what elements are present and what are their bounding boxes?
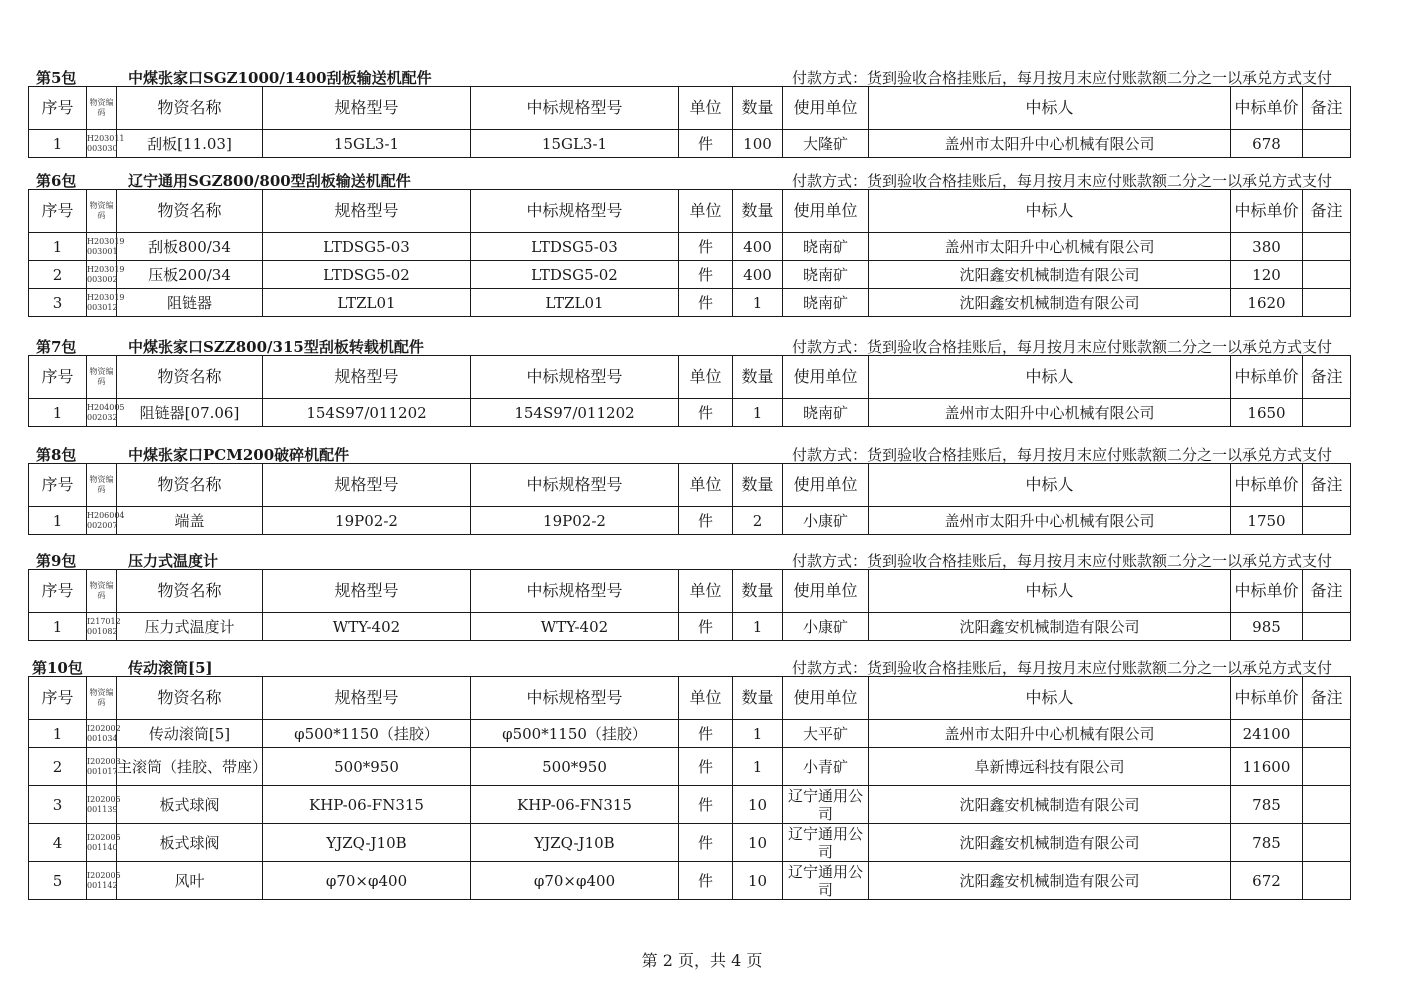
note-cell: [1303, 862, 1351, 900]
price-cell: 24100: [1231, 720, 1303, 748]
material-cell: 阻链器[07.06]: [117, 399, 263, 427]
unit-cell: 件: [679, 613, 733, 641]
note-cell: [1303, 613, 1351, 641]
col-spec-header: 规格型号: [263, 677, 471, 720]
winner-cell: 沈阳鑫安机械制造有限公司: [869, 289, 1231, 317]
qty-cell: 1: [733, 748, 783, 786]
package-number: 第8包: [36, 446, 77, 464]
qty-cell: 100: [733, 130, 783, 158]
package-name: 中煤张家口PCM200破碎机配件: [128, 446, 350, 464]
bid-spec-cell: LTZL01: [471, 289, 679, 317]
col-unit-header: 单位: [679, 190, 733, 233]
unit-cell: 件: [679, 862, 733, 900]
col-qty-header: 数量: [733, 464, 783, 507]
col-spec-header: 规格型号: [263, 190, 471, 233]
bid-spec-cell: 19P02-2: [471, 507, 679, 535]
col-note-header: 备注: [1303, 87, 1351, 130]
col-bid-spec-header: 中标规格型号: [471, 356, 679, 399]
bid-spec-cell: φ500*1150（挂胶）: [471, 720, 679, 748]
spec-cell: 15GL3-1: [263, 130, 471, 158]
qty-cell: 1: [733, 720, 783, 748]
col-unit-header: 单位: [679, 464, 733, 507]
col-seq-header: 序号: [29, 464, 87, 507]
material-cell: 端盖: [117, 507, 263, 535]
winner-cell: 沈阳鑫安机械制造有限公司: [869, 824, 1231, 862]
spec-cell: φ70×φ400: [263, 862, 471, 900]
user-unit-cell: 小康矿: [783, 507, 869, 535]
package-name: 辽宁通用SGZ800/800型刮板输送机配件: [128, 172, 411, 190]
price-cell: 1650: [1231, 399, 1303, 427]
bid-spec-cell: φ70×φ400: [471, 862, 679, 900]
note-cell: [1303, 261, 1351, 289]
price-cell: 1620: [1231, 289, 1303, 317]
package-table: [28, 86, 1351, 158]
col-code-header: 物资编码: [87, 464, 117, 507]
material-cell: 板式球阀: [117, 786, 263, 824]
note-cell: [1303, 399, 1351, 427]
material-cell: 传动滚筒[5]: [117, 720, 263, 748]
winner-cell: 盖州市太阳升中心机械有限公司: [869, 233, 1231, 261]
col-seq-header: 序号: [29, 190, 87, 233]
seq-cell: 1: [29, 130, 87, 158]
user-unit-cell: 小青矿: [783, 748, 869, 786]
package-section: [28, 443, 1350, 535]
material-cell: 压板200/34: [117, 261, 263, 289]
note-cell: [1303, 130, 1351, 158]
code-cell: H204005 002032: [87, 399, 117, 427]
qty-cell: 10: [733, 824, 783, 862]
winner-cell: 沈阳鑫安机械制造有限公司: [869, 862, 1231, 900]
qty-cell: 1: [733, 613, 783, 641]
winner-cell: 沈阳鑫安机械制造有限公司: [869, 786, 1231, 824]
page-footer: 第 2 页，共 4 页: [641, 951, 763, 970]
seq-cell: 1: [29, 399, 87, 427]
package-number: 第9包: [36, 552, 77, 570]
qty-cell: 1: [733, 399, 783, 427]
user-unit-cell: 辽宁通用公司: [783, 824, 869, 862]
col-qty-header: 数量: [733, 677, 783, 720]
col-code-header: 物资编码: [87, 677, 117, 720]
col-seq-header: 序号: [29, 356, 87, 399]
package-name: 中煤张家口SGZ1000/1400刮板输送机配件: [128, 69, 432, 87]
table-row: [29, 289, 1351, 317]
seq-cell: 3: [29, 786, 87, 824]
col-bid-spec-header: 中标规格型号: [471, 464, 679, 507]
table-row: [29, 786, 1351, 824]
payment-terms: 付款方式：货到验收合格挂账后，每月按月末应付账款额二分之一以承兑方式支付: [791, 446, 1332, 464]
qty-cell: 10: [733, 862, 783, 900]
col-bid-spec-header: 中标规格型号: [471, 677, 679, 720]
package-section: [28, 335, 1350, 427]
bid-spec-cell: LTDSG5-02: [471, 261, 679, 289]
user-unit-cell: 辽宁通用公司: [783, 786, 869, 824]
code-cell: H203019 003001: [87, 233, 117, 261]
col-code-header: 物资编码: [87, 190, 117, 233]
seq-cell: 1: [29, 507, 87, 535]
unit-cell: 件: [679, 507, 733, 535]
col-note-header: 备注: [1303, 677, 1351, 720]
winner-cell: 沈阳鑫安机械制造有限公司: [869, 261, 1231, 289]
col-winner-header: 中标人: [869, 677, 1231, 720]
seq-cell: 3: [29, 289, 87, 317]
package-section: [28, 169, 1350, 317]
note-cell: [1303, 786, 1351, 824]
bid-spec-cell: 154S97/011202: [471, 399, 679, 427]
col-material-header: 物资名称: [117, 87, 263, 130]
col-note-header: 备注: [1303, 570, 1351, 613]
spec-cell: YJZQ-J10B: [263, 824, 471, 862]
code-cell: I202003 001017: [87, 748, 117, 786]
col-code-header: 物资编码: [87, 356, 117, 399]
unit-cell: 件: [679, 786, 733, 824]
seq-cell: 2: [29, 261, 87, 289]
code-cell: I202005 001142: [87, 862, 117, 900]
col-price-header: 中标单价: [1231, 677, 1303, 720]
package-header: [28, 549, 1350, 569]
col-price-header: 中标单价: [1231, 570, 1303, 613]
seq-cell: 1: [29, 233, 87, 261]
bid-spec-cell: LTDSG5-03: [471, 233, 679, 261]
seq-cell: 5: [29, 862, 87, 900]
seq-cell: 2: [29, 748, 87, 786]
code-cell: H206004 002007: [87, 507, 117, 535]
col-bid-spec-header: 中标规格型号: [471, 87, 679, 130]
col-winner-header: 中标人: [869, 356, 1231, 399]
user-unit-cell: 大平矿: [783, 720, 869, 748]
col-price-header: 中标单价: [1231, 190, 1303, 233]
col-material-header: 物资名称: [117, 677, 263, 720]
col-qty-header: 数量: [733, 87, 783, 130]
spec-cell: LTDSG5-02: [263, 261, 471, 289]
winner-cell: 盖州市太阳升中心机械有限公司: [869, 720, 1231, 748]
col-unit-header: 单位: [679, 677, 733, 720]
material-cell: 刮板800/34: [117, 233, 263, 261]
spec-cell: WTY-402: [263, 613, 471, 641]
col-seq-header: 序号: [29, 570, 87, 613]
package-name: 压力式温度计: [128, 552, 219, 570]
col-price-header: 中标单价: [1231, 464, 1303, 507]
note-cell: [1303, 233, 1351, 261]
note-cell: [1303, 748, 1351, 786]
table-header-row: [29, 190, 1351, 233]
package-table: [28, 569, 1351, 641]
qty-cell: 10: [733, 786, 783, 824]
winner-cell: 盖州市太阳升中心机械有限公司: [869, 399, 1231, 427]
table-header-row: [29, 570, 1351, 613]
col-qty-header: 数量: [733, 190, 783, 233]
package-header: [28, 66, 1350, 86]
col-bid-spec-header: 中标规格型号: [471, 190, 679, 233]
package-section: [28, 66, 1350, 158]
note-cell: [1303, 720, 1351, 748]
code-cell: I202002 001034: [87, 720, 117, 748]
col-winner-header: 中标人: [869, 190, 1231, 233]
payment-terms: 付款方式：货到验收合格挂账后，每月按月末应付账款额二分之一以承兑方式支付: [791, 69, 1332, 87]
material-cell: 主滚筒（挂胶、带座）: [117, 748, 263, 786]
col-note-header: 备注: [1303, 190, 1351, 233]
material-cell: 压力式温度计: [117, 613, 263, 641]
col-winner-header: 中标人: [869, 464, 1231, 507]
price-cell: 985: [1231, 613, 1303, 641]
code-cell: H203019 003012: [87, 289, 117, 317]
table-header-row: [29, 87, 1351, 130]
note-cell: [1303, 289, 1351, 317]
table-row: [29, 261, 1351, 289]
unit-cell: 件: [679, 130, 733, 158]
package-header: [28, 443, 1350, 463]
spec-cell: LTZL01: [263, 289, 471, 317]
code-cell: I217012 001082: [87, 613, 117, 641]
package-header: [28, 335, 1350, 355]
unit-cell: 件: [679, 748, 733, 786]
winner-cell: 阜新博远科技有限公司: [869, 748, 1231, 786]
unit-cell: 件: [679, 720, 733, 748]
qty-cell: 1: [733, 289, 783, 317]
package-name: 传动滚筒[5]: [128, 659, 213, 677]
col-user-header: 使用单位: [783, 677, 869, 720]
package-number: 第7包: [36, 338, 77, 356]
price-cell: 11600: [1231, 748, 1303, 786]
price-cell: 380: [1231, 233, 1303, 261]
code-cell: H203019 003002: [87, 261, 117, 289]
col-seq-header: 序号: [29, 87, 87, 130]
col-note-header: 备注: [1303, 464, 1351, 507]
code-cell: H203011 003030: [87, 130, 117, 158]
col-code-header: 物资编码: [87, 87, 117, 130]
col-material-header: 物资名称: [117, 570, 263, 613]
material-cell: 风叶: [117, 862, 263, 900]
col-seq-header: 序号: [29, 677, 87, 720]
material-cell: 板式球阀: [117, 824, 263, 862]
col-user-header: 使用单位: [783, 356, 869, 399]
note-cell: [1303, 507, 1351, 535]
package-table: [28, 463, 1351, 535]
table-row: [29, 862, 1351, 900]
payment-terms: 付款方式：货到验收合格挂账后，每月按月末应付账款额二分之一以承兑方式支付: [791, 172, 1332, 190]
payment-terms: 付款方式：货到验收合格挂账后，每月按月末应付账款额二分之一以承兑方式支付: [791, 659, 1332, 677]
price-cell: 1750: [1231, 507, 1303, 535]
bid-spec-cell: KHP-06-FN315: [471, 786, 679, 824]
package-header: [28, 169, 1350, 189]
code-cell: I202005 001139: [87, 786, 117, 824]
col-unit-header: 单位: [679, 356, 733, 399]
package-table: [28, 676, 1351, 900]
col-spec-header: 规格型号: [263, 464, 471, 507]
table-header-row: [29, 356, 1351, 399]
col-bid-spec-header: 中标规格型号: [471, 570, 679, 613]
col-note-header: 备注: [1303, 356, 1351, 399]
user-unit-cell: 小康矿: [783, 613, 869, 641]
table-row: [29, 748, 1351, 786]
col-user-header: 使用单位: [783, 87, 869, 130]
col-material-header: 物资名称: [117, 464, 263, 507]
user-unit-cell: 辽宁通用公司: [783, 862, 869, 900]
price-cell: 672: [1231, 862, 1303, 900]
bid-spec-cell: WTY-402: [471, 613, 679, 641]
col-spec-header: 规格型号: [263, 570, 471, 613]
bid-spec-cell: 500*950: [471, 748, 679, 786]
col-code-header: 物资编码: [87, 570, 117, 613]
table-row: [29, 720, 1351, 748]
payment-terms: 付款方式：货到验收合格挂账后，每月按月末应付账款额二分之一以承兑方式支付: [791, 338, 1332, 356]
table-header-row: [29, 677, 1351, 720]
spec-cell: φ500*1150（挂胶）: [263, 720, 471, 748]
package-table: [28, 189, 1351, 317]
unit-cell: 件: [679, 289, 733, 317]
winner-cell: 盖州市太阳升中心机械有限公司: [869, 507, 1231, 535]
spec-cell: 154S97/011202: [263, 399, 471, 427]
winner-cell: 沈阳鑫安机械制造有限公司: [869, 613, 1231, 641]
spec-cell: LTDSG5-03: [263, 233, 471, 261]
qty-cell: 400: [733, 233, 783, 261]
user-unit-cell: 晓南矿: [783, 261, 869, 289]
code-cell: I202005 001140: [87, 824, 117, 862]
unit-cell: 件: [679, 399, 733, 427]
user-unit-cell: 晓南矿: [783, 233, 869, 261]
table-row: [29, 399, 1351, 427]
spec-cell: 500*950: [263, 748, 471, 786]
qty-cell: 2: [733, 507, 783, 535]
package-section: [28, 656, 1350, 900]
payment-terms: 付款方式：货到验收合格挂账后，每月按月末应付账款额二分之一以承兑方式支付: [791, 552, 1332, 570]
col-price-header: 中标单价: [1231, 87, 1303, 130]
note-cell: [1303, 824, 1351, 862]
material-cell: 刮板[11.03]: [117, 130, 263, 158]
unit-cell: 件: [679, 233, 733, 261]
bid-spec-cell: 15GL3-1: [471, 130, 679, 158]
user-unit-cell: 大隆矿: [783, 130, 869, 158]
package-section: [28, 549, 1350, 641]
col-user-header: 使用单位: [783, 464, 869, 507]
col-qty-header: 数量: [733, 356, 783, 399]
col-material-header: 物资名称: [117, 190, 263, 233]
material-cell: 阻链器: [117, 289, 263, 317]
winner-cell: 盖州市太阳升中心机械有限公司: [869, 130, 1231, 158]
table-header-row: [29, 464, 1351, 507]
package-number: 第5包: [36, 69, 77, 87]
bid-spec-cell: YJZQ-J10B: [471, 824, 679, 862]
price-cell: 785: [1231, 786, 1303, 824]
col-winner-header: 中标人: [869, 87, 1231, 130]
unit-cell: 件: [679, 824, 733, 862]
seq-cell: 1: [29, 613, 87, 641]
package-number: 第10包: [32, 659, 83, 677]
col-user-header: 使用单位: [783, 570, 869, 613]
price-cell: 120: [1231, 261, 1303, 289]
table-row: [29, 233, 1351, 261]
table-row: [29, 824, 1351, 862]
table-row: [29, 130, 1351, 158]
spec-cell: 19P02-2: [263, 507, 471, 535]
user-unit-cell: 晓南矿: [783, 399, 869, 427]
col-material-header: 物资名称: [117, 356, 263, 399]
user-unit-cell: 晓南矿: [783, 289, 869, 317]
price-cell: 785: [1231, 824, 1303, 862]
col-unit-header: 单位: [679, 87, 733, 130]
table-row: [29, 613, 1351, 641]
col-spec-header: 规格型号: [263, 356, 471, 399]
seq-cell: 1: [29, 720, 87, 748]
col-spec-header: 规格型号: [263, 87, 471, 130]
col-winner-header: 中标人: [869, 570, 1231, 613]
package-table: [28, 355, 1351, 427]
col-unit-header: 单位: [679, 570, 733, 613]
table-row: [29, 507, 1351, 535]
package-header: [28, 656, 1350, 676]
col-price-header: 中标单价: [1231, 356, 1303, 399]
spec-cell: KHP-06-FN315: [263, 786, 471, 824]
qty-cell: 400: [733, 261, 783, 289]
col-qty-header: 数量: [733, 570, 783, 613]
seq-cell: 4: [29, 824, 87, 862]
price-cell: 678: [1231, 130, 1303, 158]
col-user-header: 使用单位: [783, 190, 869, 233]
package-name: 中煤张家口SZZ800/315型刮板转载机配件: [128, 338, 424, 356]
unit-cell: 件: [679, 261, 733, 289]
package-number: 第6包: [36, 172, 77, 190]
